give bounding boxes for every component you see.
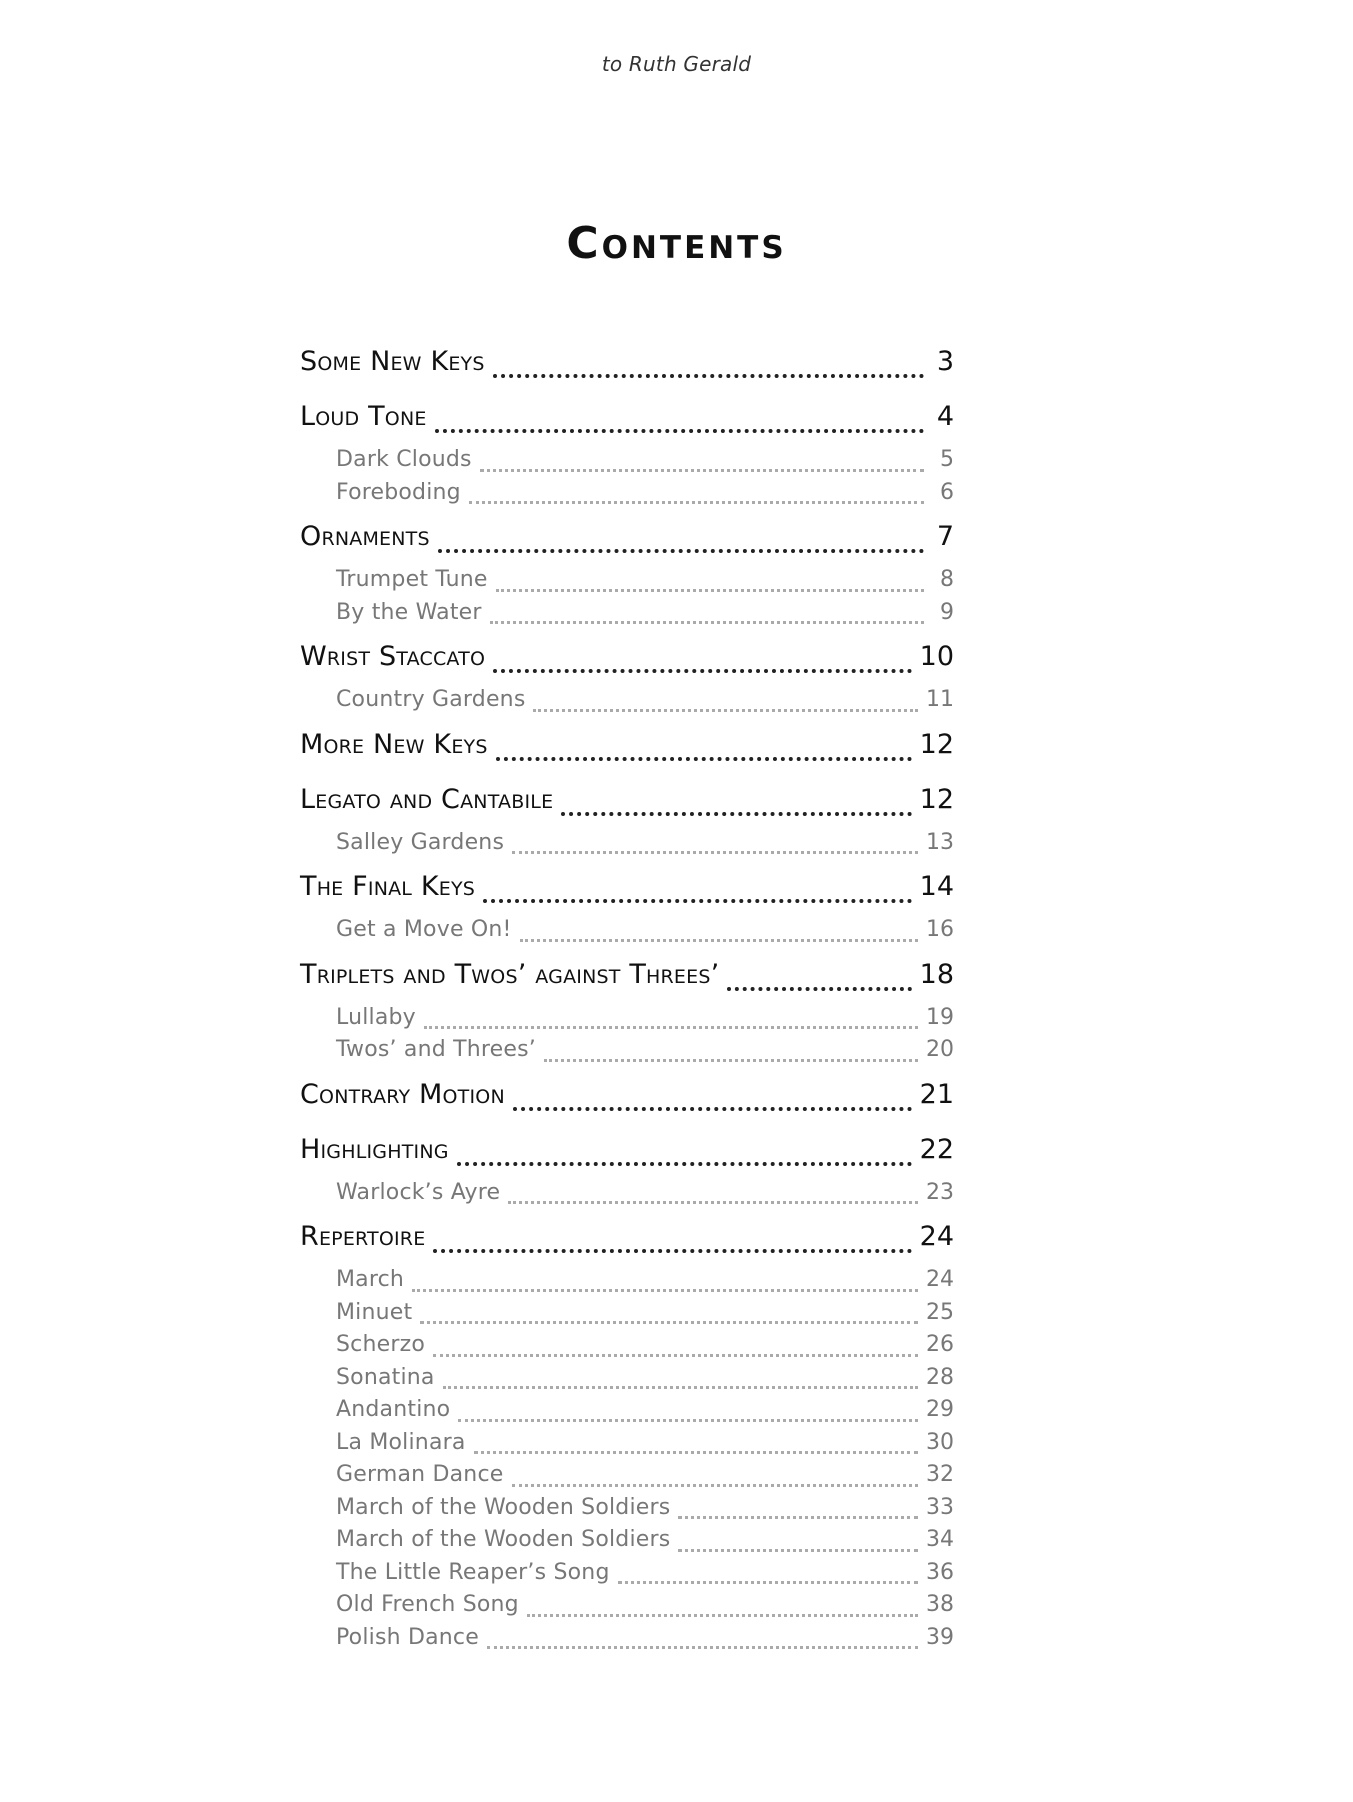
toc-section [300, 871, 954, 950]
toc-piece-entry[interactable] [300, 1332, 954, 1365]
toc-piece-entry-page-number: 16 [926, 917, 954, 942]
toc-chapter-entry-title: The Final Keys [300, 871, 476, 902]
toc-piece-entry-title: Foreboding [336, 479, 461, 505]
toc-piece-entry-page-number: 11 [926, 687, 954, 712]
toc-piece-entry-page-number: 29 [926, 1397, 954, 1422]
toc-piece-entry-title: Polish Dance [336, 1624, 479, 1650]
dot-leader [508, 1201, 918, 1204]
toc-chapter-entry-title: Legato and Cantabile [300, 783, 554, 815]
toc-chapter-entry-page-number: 12 [919, 783, 954, 815]
toc-piece-entry[interactable] [300, 1365, 954, 1398]
toc-piece-entry[interactable] [300, 1180, 954, 1213]
toc-piece-entry-title: Twos’ and Threes’ [336, 1037, 536, 1062]
toc-piece-entry-page-number: 36 [926, 1559, 954, 1585]
toc-piece-entry[interactable] [300, 1625, 954, 1658]
toc-piece-entry-page-number: 5 [940, 447, 954, 472]
dot-leader [512, 1484, 919, 1487]
toc-section [300, 1221, 954, 1657]
toc-chapter-entry[interactable] [300, 1079, 954, 1125]
dot-leader [474, 1451, 918, 1454]
toc-piece-entry-title: March of the Wooden Soldiers [336, 1494, 671, 1520]
toc-chapter-entry-page-number: 3 [936, 346, 954, 377]
toc-piece-entry[interactable] [300, 600, 954, 633]
dot-leader [469, 501, 924, 504]
dot-leader [618, 1581, 918, 1584]
toc-piece-entry-page-number: 32 [926, 1462, 954, 1487]
toc-piece-entry[interactable] [300, 1397, 954, 1430]
toc-piece-entry[interactable] [300, 1495, 954, 1528]
toc-piece-entry[interactable] [300, 1005, 954, 1038]
toc-chapter-entry-page-number: 14 [919, 871, 954, 902]
toc-piece-entry-page-number: 9 [940, 599, 954, 625]
toc-piece-entry-page-number: 6 [940, 479, 954, 505]
toc-piece-entry-page-number: 33 [926, 1494, 954, 1520]
dot-leader [443, 1386, 918, 1389]
toc-chapter-entry[interactable] [300, 1134, 954, 1180]
toc-chapter-entry-page-number: 7 [936, 521, 954, 552]
toc-piece-entry-title: German Dance [336, 1462, 504, 1487]
toc-piece-entry[interactable] [300, 1462, 954, 1495]
toc-piece-entry-title: March [336, 1267, 405, 1292]
toc-piece-entry-title: Old French Song [336, 1592, 519, 1617]
dot-leader [544, 1059, 918, 1062]
dot-leader [483, 899, 912, 903]
dot-leader [487, 1646, 918, 1649]
toc-chapter-entry-title: Wrist Staccato [300, 641, 486, 672]
toc-piece-entry[interactable] [300, 567, 954, 600]
toc-section [300, 784, 954, 863]
toc-piece-entry-page-number: 28 [926, 1364, 954, 1390]
toc-section [300, 729, 954, 775]
toc-piece-entry-title: Get a Move On! [336, 917, 512, 942]
dot-leader [561, 812, 911, 816]
dot-leader [496, 757, 912, 761]
toc-piece-entry-title: March of the Wooden Soldiers [336, 1527, 671, 1552]
dedication: to Ruth Gerald [601, 52, 752, 76]
toc-piece-entry[interactable] [300, 1527, 954, 1560]
dot-leader [533, 709, 918, 712]
toc-section [300, 1079, 954, 1125]
toc-piece-entry-title: Sonatina [336, 1364, 435, 1390]
toc-piece-entry-title: Warlock’s Ayre [336, 1179, 501, 1205]
toc-piece-entry[interactable] [300, 1430, 954, 1463]
toc-chapter-entry[interactable] [300, 1221, 954, 1267]
toc-piece-entry-title: La Molinara [336, 1429, 466, 1455]
toc-section [300, 959, 954, 1070]
table-of-contents [300, 346, 954, 1666]
dot-leader [493, 669, 912, 673]
toc-chapter-entry[interactable] [300, 871, 954, 917]
dot-leader [490, 621, 924, 624]
toc-piece-entry-page-number: 24 [926, 1267, 954, 1292]
toc-piece-entry-page-number: 8 [940, 567, 954, 592]
toc-chapter-entry-title: Some New Keys [300, 346, 485, 377]
toc-piece-entry[interactable] [300, 1300, 954, 1333]
toc-chapter-entry-page-number: 21 [919, 1078, 954, 1110]
page-title: Contents [566, 218, 787, 269]
toc-piece-entry-page-number: 38 [926, 1592, 954, 1617]
toc-chapter-entry-page-number: 4 [936, 401, 954, 432]
toc-chapter-entry-title: Repertoire [300, 1221, 426, 1252]
dot-leader [520, 939, 918, 942]
toc-chapter-entry-title: More New Keys [300, 728, 488, 760]
toc-chapter-entry[interactable] [300, 521, 954, 567]
toc-piece-entry[interactable] [300, 1267, 954, 1300]
toc-chapter-entry-page-number: 24 [919, 1221, 954, 1252]
dot-leader [727, 987, 911, 991]
toc-chapter-entry-title: Loud Tone [300, 401, 427, 432]
toc-chapter-entry[interactable] [300, 346, 954, 392]
toc-chapter-entry-page-number: 22 [919, 1133, 954, 1165]
toc-section [300, 346, 954, 392]
toc-section [300, 1134, 954, 1213]
toc-chapter-entry-page-number: 10 [919, 641, 954, 672]
toc-section [300, 641, 954, 720]
dot-leader [420, 1321, 918, 1324]
toc-piece-entry-title: Dark Clouds [336, 447, 472, 472]
toc-chapter-entry-title: Highlighting [300, 1133, 449, 1165]
dot-leader [513, 1107, 912, 1111]
toc-piece-entry-title: Andantino [336, 1397, 451, 1422]
dot-leader [457, 1162, 912, 1166]
toc-chapter-entry-page-number: 12 [919, 728, 954, 760]
dot-leader [493, 374, 924, 378]
dot-leader [433, 1249, 911, 1253]
toc-piece-entry-page-number: 19 [926, 1004, 954, 1030]
toc-piece-entry-page-number: 25 [926, 1299, 954, 1325]
toc-piece-entry-title: Minuet [336, 1299, 413, 1325]
toc-piece-entry-page-number: 34 [926, 1527, 954, 1552]
toc-piece-entry[interactable] [300, 917, 954, 950]
dot-leader [527, 1614, 918, 1617]
toc-piece-entry[interactable] [300, 1037, 954, 1070]
toc-chapter-entry-title: Ornaments [300, 521, 430, 552]
toc-piece-entry[interactable] [300, 1592, 954, 1625]
dot-leader [480, 469, 924, 472]
toc-chapter-entry-page-number: 18 [919, 958, 954, 990]
dot-leader [435, 429, 924, 433]
toc-chapter-entry[interactable] [300, 641, 954, 687]
dot-leader [433, 1354, 918, 1357]
toc-chapter-entry[interactable] [300, 401, 954, 447]
toc-chapter-entry-title: Triplets and Twos’ against Threes’ [300, 958, 720, 990]
dot-leader [496, 589, 924, 592]
toc-chapter-entry[interactable] [300, 959, 954, 1005]
dot-leader [678, 1516, 918, 1519]
toc-piece-entry-title: The Little Reaper’s Song [336, 1559, 610, 1585]
toc-piece-entry[interactable] [300, 830, 954, 863]
dot-leader [438, 549, 924, 553]
toc-piece-entry-page-number: 23 [926, 1179, 954, 1205]
toc-chapter-entry[interactable] [300, 784, 954, 830]
toc-piece-entry[interactable] [300, 1560, 954, 1593]
toc-piece-entry-page-number: 30 [926, 1429, 954, 1455]
toc-piece-entry-title: Trumpet Tune [336, 567, 488, 592]
toc-piece-entry[interactable] [300, 480, 954, 513]
toc-piece-entry[interactable] [300, 687, 954, 720]
dot-leader [412, 1289, 918, 1292]
toc-chapter-entry[interactable] [300, 729, 954, 775]
toc-piece-entry-title: Scherzo [336, 1332, 425, 1357]
toc-section [300, 521, 954, 632]
dot-leader [678, 1549, 918, 1552]
toc-piece-entry-title: Salley Gardens [336, 829, 505, 855]
toc-piece-entry[interactable] [300, 447, 954, 480]
toc-piece-entry-page-number: 39 [926, 1624, 954, 1650]
toc-chapter-entry-title: Contrary Motion [300, 1078, 505, 1110]
toc-piece-entry-page-number: 26 [926, 1332, 954, 1357]
dot-leader [512, 851, 918, 854]
toc-piece-entry-title: Lullaby [336, 1004, 416, 1030]
toc-piece-entry-page-number: 13 [926, 829, 954, 855]
dot-leader [458, 1419, 918, 1422]
toc-piece-entry-title: By the Water [336, 599, 482, 625]
dot-leader [424, 1026, 918, 1029]
toc-section [300, 401, 954, 512]
toc-piece-entry-page-number: 20 [926, 1037, 954, 1062]
toc-piece-entry-title: Country Gardens [336, 687, 526, 712]
